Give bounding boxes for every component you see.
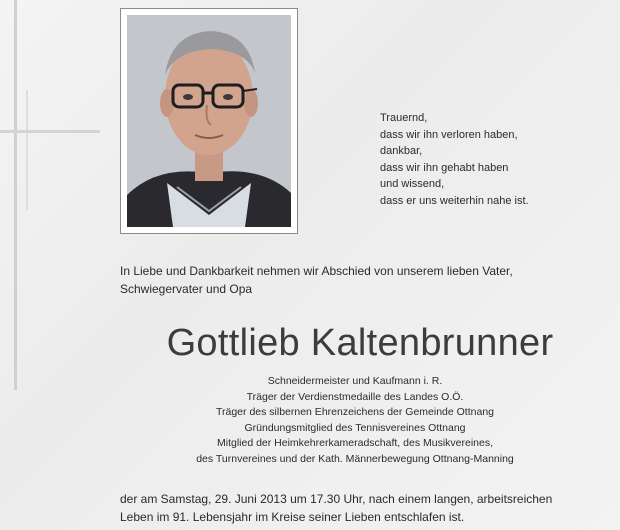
closing-text bbox=[120, 490, 610, 526]
poem-line: dass wir ihn verloren haben, bbox=[380, 128, 518, 141]
poem-line: Trauernd, bbox=[380, 112, 428, 124]
intro-text bbox=[120, 262, 610, 298]
closing-line: der am Samstag, 29. Juni 2013 um 17.30 Uhr, nach einem langen, arbeitsreichen bbox=[120, 492, 553, 506]
memorial-poem bbox=[380, 110, 529, 209]
portrait-photo bbox=[127, 15, 291, 227]
cross-shadow-bar bbox=[26, 90, 28, 210]
cross-horizontal-bar bbox=[0, 130, 100, 133]
title-line: Gründungsmitglied des Tennisvereines Ottnang bbox=[244, 421, 466, 434]
title-line: Schneidermeister und Kaufmann i. R. bbox=[267, 375, 443, 387]
poem-line: und wissend, bbox=[380, 178, 445, 190]
title-line: Träger des silbernen Ehrenzeichens der Gemeinde Ottnang bbox=[215, 406, 495, 419]
titles-list bbox=[0, 374, 620, 468]
title-line: des Turnvereines und der Kath. Männerbewegung Ottnang-Manning bbox=[196, 452, 514, 465]
deceased-name: Gottlieb Kaltenbrunner bbox=[166, 322, 554, 364]
title-line: Mitglied der Heimkehrerkameradschaft, des Musikvereines, bbox=[216, 437, 494, 450]
portrait-frame bbox=[120, 8, 298, 234]
intro-line: In Liebe und Dankbarkeit nehmen wir Abschied von unserem lieben Vater, bbox=[120, 264, 513, 278]
poem-line: dass wir ihn gehabt haben bbox=[380, 161, 509, 174]
portrait-illustration bbox=[127, 15, 291, 227]
poem-line: dass er uns weiterhin nahe ist. bbox=[380, 194, 529, 207]
closing-line: Leben im 91. Lebensjahr im Kreise seiner Lieben entschlafen ist. bbox=[120, 510, 465, 524]
title-line: Träger der Verdienstmedaille des Landes O.Ö. bbox=[246, 390, 464, 403]
intro-line: Schwiegervater und Opa bbox=[120, 282, 253, 296]
poem-line: dankbar, bbox=[380, 145, 423, 157]
